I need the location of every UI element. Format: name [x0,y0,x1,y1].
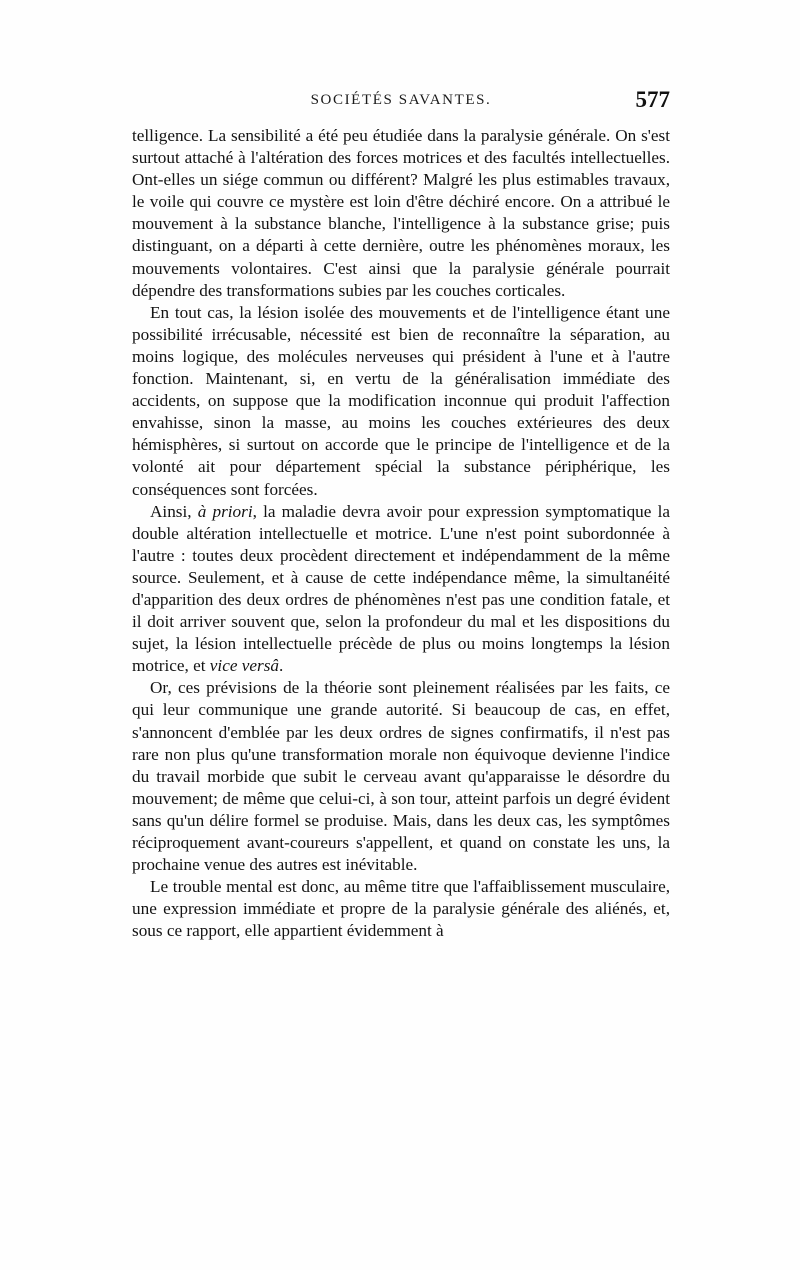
italic-a-priori: à priori [197,501,253,521]
paragraph-3 [132,501,670,678]
paragraph-3-text-c: . [278,656,284,676]
page-header [132,87,670,120]
paragraph-4: Or, ces prévisions de la théorie sont pleinement réalisées par les faits, ce qui leur communique une grande autorité. Si beaucoup de cas, en effet, s'annoncent d'emblée par les deux ordres de signes confirmatifs, il n'est pas rare non plus qu'une transformation morale non équivoque devienne l'indice du travail morbide que subit le cerveau avant qu'apparaisse le désordre du mouvement; de même que celui-ci, à son tour, atteint parfois un degré évident sans qu'un délire formel se produise. Mais, dans les deux cas, les symptômes réciproquement avant-coureurs s'appellent, et quand on constate les uns, la prochaine venue des autres est inévitable. [132,678,670,875]
paragraph-5: Le trouble mental est donc, au même titre que l'affaiblissement musculaire, une expression immédiate et propre de la paralysie générale des aliénés, et, sous ce rapport, elle appartient évidemment à [132,877,670,941]
page-number: 577 [635,87,670,112]
paragraph-3-text-a: Ainsi, [150,501,198,521]
paragraph-3-text-b: , la maladie devra avoir pour expression symptomatique la double altération intellectuelle et motrice. L'une n'est point subordonnée à l'autre : toutes deux procèdent directement et indépendamment de la même source. Seulement, et à cause de cette indépendance même, la simultanéité d'apparition des deux ordres de phénomènes n'est pas une condition fatale, et il doit arriver souvent que, selon la profondeur du mal et les dispositions du sujet, la lésion intellectuelle précède de plus ou moins longtemps la lésion motrice, et [132,501,670,676]
running-title: SOCIÉTÉS SAVANTES. [310,92,492,108]
paragraph-2: En tout cas, la lésion isolée des mouvements et de l'intelligence étant une possibilité irrécusable, nécessité est bien de reconnaître la séparation, au moins logique, des molécules nerveuses qui président à l'une et à l'autre fonction. Maintenant, si, en vertu de la généralisation immédiate des accidents, on suppose que la modification inconnue qui produit l'affection envahisse, sinon la masse, au moins les couches extérieures des deux hémisphères, si surtout on accorde que le principe de l'intelligence et de la volonté ait pour département spécial la substance périphérique, les conséquences sont forcées. [132,302,670,499]
body-text [132,125,670,942]
paragraph-1: telligence. La sensibilité a été peu étudiée dans la paralysie générale. On s'est surtout attaché à l'altération des forces motrices et des facultés intellectuelles. Ont-elles un siége commun ou différent? Malgré les plus estimables travaux, le voile qui couvre ce mystère est loin d'être déchiré encore. On a attribué le mouvement à la substance blanche, l'intelligence à la substance grise; puis distinguant, on a départi à cette dernière, outre les phénomènes moraux, les mouvements volontaires. C'est ainsi que la paralysie générale pourrait dépendre des transformations subies par les couches corticales. [132,126,670,300]
italic-vice-versa: vice versâ [209,656,279,676]
